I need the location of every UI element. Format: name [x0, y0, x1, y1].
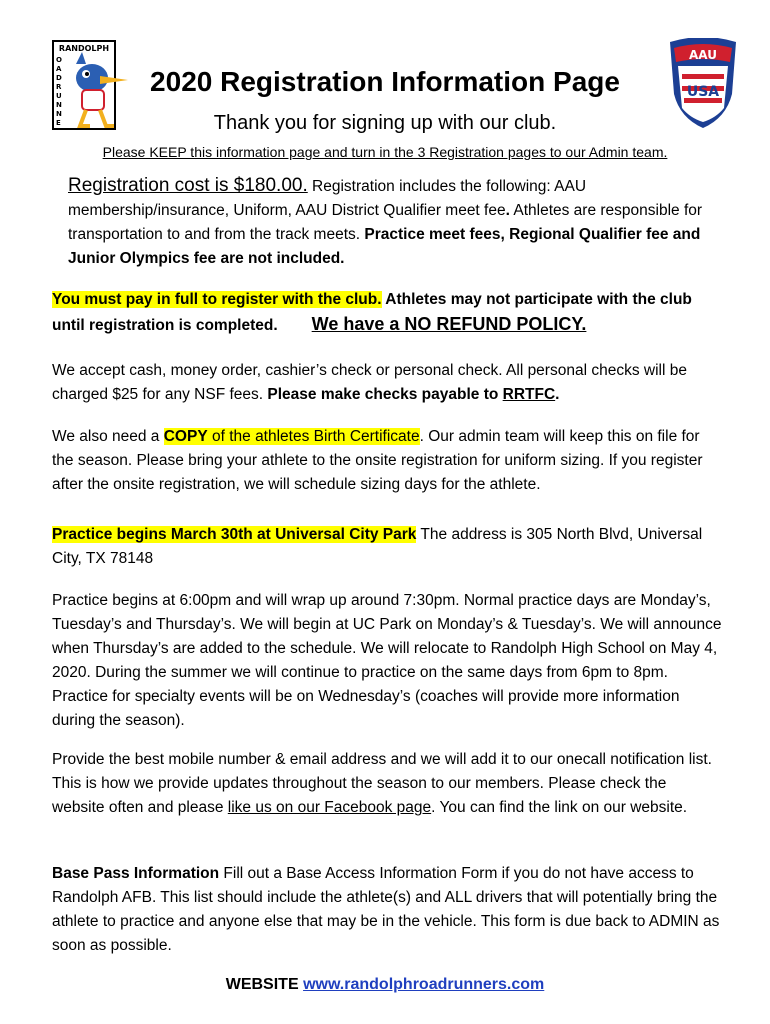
base-pass-heading: Base Pass Information: [52, 865, 220, 882]
svg-text:N: N: [56, 101, 62, 109]
payment-paragraph: [52, 359, 722, 407]
payee-name: RRTFC: [502, 386, 556, 403]
svg-text:D: D: [56, 74, 62, 82]
payment-bold: Please make checks payable to: [267, 386, 503, 403]
svg-text:E: E: [56, 119, 61, 127]
contact-text: Provide the best mobile number & email address and we will add it to our onecall notification list. This is how we provide updates throughout the season to our members. Please check the website often and please: [52, 751, 712, 816]
cost-responsible: Athletes are responsible for transportation to and from the track meets.: [68, 202, 703, 243]
contact-end: . You can find the link on our website.: [431, 799, 688, 816]
svg-text:R: R: [56, 83, 62, 91]
no-refund-policy: We have a NO REFUND POLICY.: [311, 314, 587, 334]
base-pass-text: Fill out a Base Access Information Form if you do not have access to Randolph AFB. This list should include the athlete(s) and ALL drivers that will potentially bring the athlete to practice and anyone else that may be in the vehicle. This form is due back to ADMIN as soon as possible.: [52, 865, 720, 954]
cost-excluded: Practice meet fees, Regional Qualifier fee and Junior Olympics fee are not included.: [68, 226, 701, 267]
page-subtitle: Thank you for signing up with our club.: [213, 112, 557, 134]
birth-pre: We also need a: [52, 428, 164, 445]
website-footer: [0, 976, 770, 994]
facebook-link[interactable]: like us on our Facebook page: [227, 799, 432, 816]
pay-full-highlight: You must pay in full to register with the club.: [52, 291, 382, 308]
cost-includes: Registration includes the following: AAU membership/insurance, Uniform, AAU District Qualifier meet fee: [68, 178, 587, 219]
website-label: WEBSITE: [225, 976, 304, 993]
svg-text:A: A: [56, 65, 62, 73]
birth-certificate-paragraph: [52, 425, 722, 497]
registration-cost: Registration cost is $180.00.: [68, 175, 308, 196]
website-link[interactable]: www.randolphroadrunners.com: [303, 976, 545, 993]
birth-rest: . Our admin team will keep this on file for the season. Please bring your athlete to the onsite registration for uniform sizing. If you register after the onsite registration, we will schedule sizing days for the athlete.: [52, 428, 703, 493]
contact-paragraph: [52, 748, 722, 820]
pay-full-paragraph: [52, 288, 722, 338]
page-title: 2020 Registration Information Page: [150, 66, 620, 97]
svg-text:RANDOLPH: RANDOLPH: [58, 44, 110, 53]
copy-highlight: COPY: [163, 428, 208, 445]
cost-dot: .: [505, 202, 510, 219]
svg-text:U: U: [56, 92, 62, 100]
practice-start-highlight: Practice begins March 30th at Universal City Park: [52, 526, 417, 543]
svg-text:O: O: [56, 56, 62, 64]
payment-end: .: [555, 386, 560, 403]
practice-start-paragraph: [52, 523, 722, 571]
payment-text: We accept cash, money order, cashier’s check or personal check. All personal checks will be charged $25 for any NSF fees.: [52, 362, 687, 403]
keep-page-note: Please KEEP this information page and turn in the 3 Registration pages to our Admin team.: [102, 144, 668, 160]
pay-full-rest: Athletes may not participate with the club until registration is completed.: [52, 291, 692, 334]
schedule-paragraph: Practice begins at 6:00pm and will wrap up around 7:30pm. Normal practice days are Monday’s, Tuesday’s and Thursday’s. We will begin at UC Park on Monday’s & Tuesday’s. We will announce when Thursday’s are added to the schedule. We will relocate to Randolph High School on May 4, 2020. During the summer we will continue to practice on the same days from 6pm to 8pm. Practice for specialty events will be on Wednesday’s (coaches will provide more information during the season).: [52, 592, 722, 729]
svg-text:N: N: [56, 110, 62, 118]
base-pass-paragraph: [52, 862, 722, 958]
birth-certificate-highlight: of the athletes Birth Certificate: [207, 428, 420, 445]
svg-text:AAU: AAU: [689, 48, 717, 62]
registration-cost-paragraph: [68, 174, 718, 271]
practice-address: The address is 305 North Blvd, Universal City, TX 78148: [52, 526, 703, 567]
svg-text:USA: USA: [686, 84, 720, 100]
